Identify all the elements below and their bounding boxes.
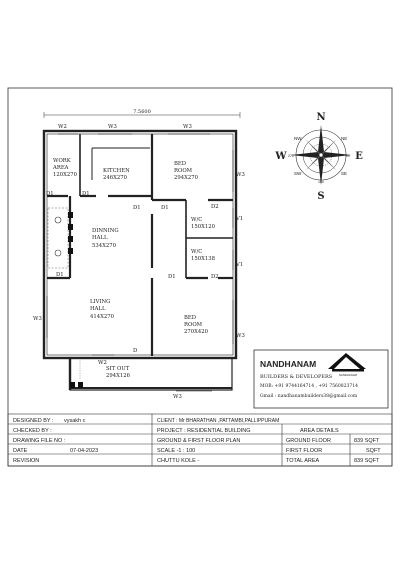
tag-d1-1: D1 — [46, 191, 54, 197]
tag-d1-3: D1 — [133, 205, 141, 211]
overall-dimension: 7.5600 — [133, 109, 151, 115]
room-wc1-size: 150X120 — [191, 224, 215, 230]
room-living-name: LIVING — [90, 299, 111, 305]
room-sitout-name: SIT OUT — [106, 366, 130, 372]
tag-w3-left: W3 — [33, 316, 42, 322]
drawing-file-label: DRAWING FILE NO : — [13, 438, 66, 444]
tag-v1-1: V1 — [236, 216, 244, 222]
company-tagline: BUILDERS & DEVELOPERS — [260, 374, 333, 380]
room-bedroom1-name2: ROOM — [174, 168, 193, 174]
room-kitchen-size: 246X270 — [103, 175, 127, 181]
ground-floor-value: 839 SQFT — [354, 438, 380, 444]
compass-sw: SW — [294, 171, 302, 176]
room-wc1-name: W/C — [191, 217, 203, 223]
designed-by-label: DESIGNED BY : — [13, 418, 54, 424]
company-email: Gmail : nandhanambuilders38@gmail.com — [260, 394, 358, 399]
date-label: DATE — [13, 448, 28, 454]
house-logo-icon — [328, 353, 366, 372]
room-dinning-name: DINNING — [92, 228, 119, 234]
tag-w3-top-2: W3 — [183, 124, 192, 130]
tag-w3-top-1: W3 — [108, 124, 117, 130]
room-bedroom2-name: BED — [184, 315, 197, 321]
first-floor-value: SQFT — [366, 448, 381, 454]
room-bedroom2-name2: ROOM — [184, 322, 203, 328]
compass-deg-s: 180 — [318, 180, 324, 184]
revision-label: REVISION — [13, 458, 40, 464]
tag-w2-top: W2 — [58, 124, 67, 130]
scale-info: SCALE -1 : 100 — [157, 448, 196, 454]
company-block — [254, 350, 388, 408]
tag-w3-bottom: W3 — [173, 394, 182, 400]
room-dinning-name2: HALL — [92, 235, 108, 241]
tag-d1-6: D1 — [168, 274, 176, 280]
room-bedroom1-name: BED — [174, 161, 187, 167]
total-area-value: 839 SQFT — [354, 458, 380, 464]
compass-ne: NE — [341, 136, 348, 141]
compass-se: SE — [341, 171, 348, 176]
room-work-area-name2: AREA — [53, 165, 69, 171]
designed-by-value: vysakh c — [64, 418, 86, 424]
ground-floor-label: GROUND FLOOR — [286, 438, 331, 444]
compass-deg-w: 270 — [288, 154, 294, 158]
compass-n: N — [316, 112, 326, 123]
room-wc2-name: W/C — [191, 249, 203, 255]
room-work-area-size: 120X270 — [53, 172, 77, 178]
plan-title: GROUND & FIRST FLOOR PLAN — [157, 438, 241, 444]
tag-d1-2: D1 — [82, 191, 90, 197]
tag-d1-4: D1 — [161, 205, 169, 211]
project-info: PROJECT : RESIDENTIAL BUILDING — [157, 428, 251, 434]
compass-rose-icon — [274, 112, 363, 202]
tag-w2-bottom: W2 — [98, 360, 107, 366]
compass-nw: NW — [294, 136, 302, 141]
tag-v1-2: V1 — [236, 262, 244, 268]
floor-plan — [33, 109, 245, 400]
room-wc2-size: 150X138 — [191, 256, 215, 262]
first-floor-label: FIRST FLOOR — [286, 448, 323, 454]
client-info: CLIENT : Mr BHARATHAN ,PATTAMBI,PALLIPPURAM — [157, 418, 280, 424]
checked-by-label: CHECKED BY : — [13, 428, 52, 434]
tag-d: D — [133, 348, 138, 354]
outer-wall — [44, 131, 236, 358]
room-sitout-size: 294X126 — [106, 373, 130, 379]
compass-e: E — [355, 151, 363, 162]
company-name: NANDHANAM — [260, 359, 317, 369]
tag-d2-1: D2 — [211, 204, 219, 210]
room-work-area-name: WORK — [53, 158, 71, 164]
room-living-size: 414X270 — [90, 314, 114, 320]
date-value: 07-04-2023 — [70, 448, 99, 454]
tag-d2-2: D2 — [211, 274, 219, 280]
logo-text: NANDHANAM — [338, 373, 358, 377]
company-phone: MOB: +91 9744164714 , +91 7560823714 — [260, 384, 358, 389]
total-area-label: TOTAL AREA — [286, 458, 320, 464]
room-bedroom1-size: 294X270 — [174, 175, 198, 181]
room-kitchen-name: KITCHEN — [103, 168, 130, 174]
room-living-name2: HALL — [90, 306, 106, 312]
compass-w: W — [275, 151, 287, 162]
room-bedroom2-size: 270X420 — [184, 329, 208, 335]
room-dinning-size: 534X270 — [92, 243, 116, 249]
compass-deg-e: 90 — [346, 154, 350, 158]
site-info: CHUTTU KOLE - — [157, 458, 200, 464]
tag-w3-right-1: W3 — [236, 172, 245, 178]
sit-out-outline — [70, 358, 232, 390]
tag-w3-right-2: W3 — [236, 333, 245, 339]
compass-s: S — [317, 191, 325, 202]
area-details-label: AREA DETAILS — [300, 428, 339, 434]
tag-d1-5: D1 — [56, 272, 64, 278]
